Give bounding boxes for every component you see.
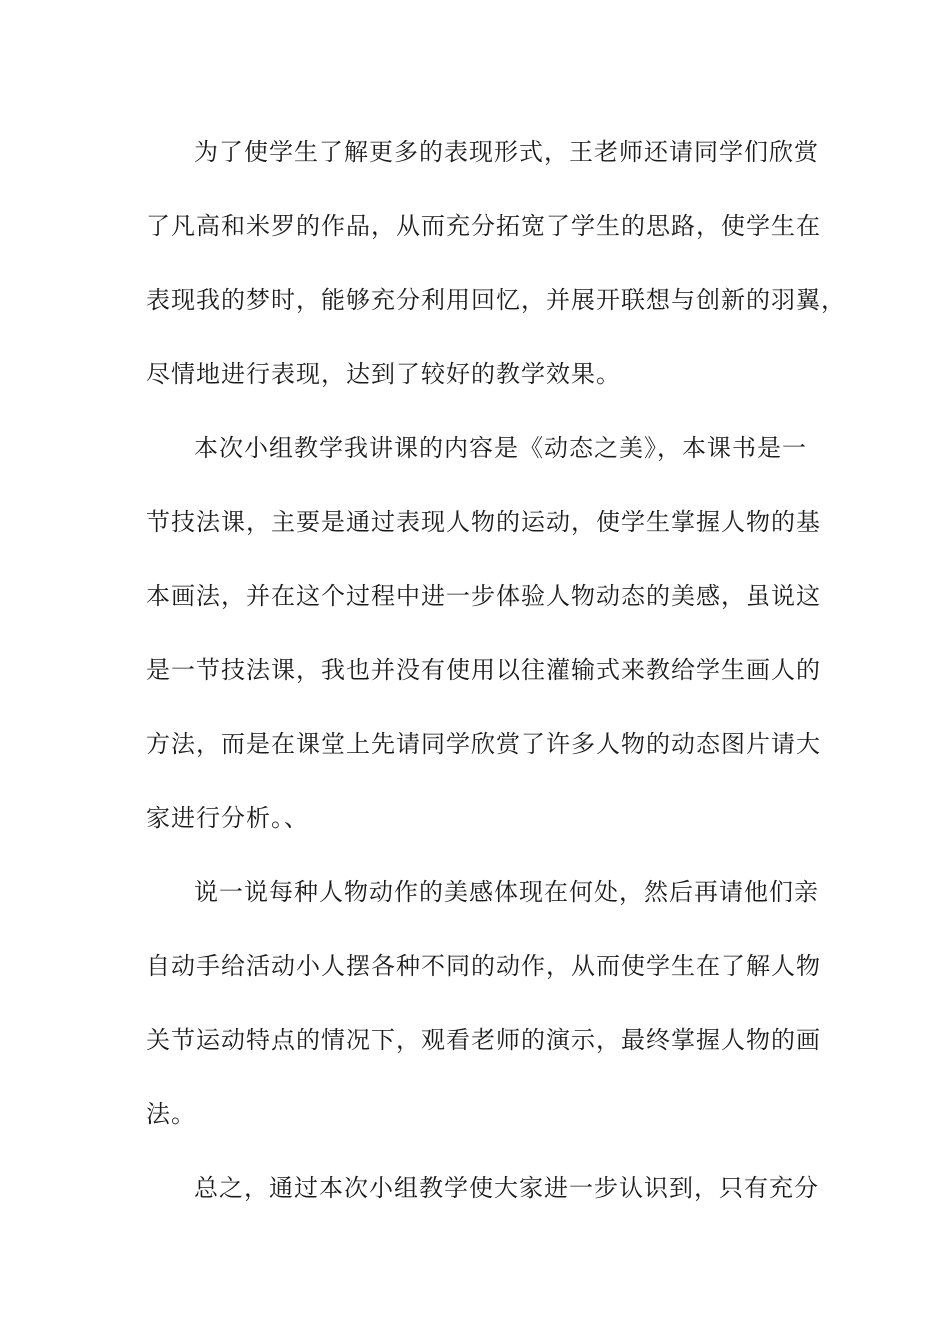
paragraph-4 [146,1164,819,1238]
paragraph-3-line-3: 关节运动特点的情况下，观看老师的演示，最终掌握人物的画 [146,1026,821,1054]
paragraph-2-line-2: 节技法课，主要是通过表现人物的运动，使学生掌握人物的基 [146,508,821,536]
paragraph-3-line-1: 说一说每种人物动作的美感体现在何处，然后再请他们亲 [194,878,819,906]
paragraph-2-line-1: 本次小组教学我讲课的内容是《动态之美》，本课书是一 [194,434,807,462]
paragraph-2 [146,424,821,868]
paragraph-1-line-3: 表现我的梦时，能够充分利用回忆，并展开联想与创新的羽翼， [146,286,846,314]
paragraph-1 [146,128,846,424]
paragraph-1-line-1: 为了使学生了解更多的表现形式，王老师还请同学们欣赏 [194,138,819,166]
document-body [146,128,846,1238]
paragraph-2-line-6: 家进行分析。、 [146,804,309,832]
paragraph-3-line-4: 法。 [146,1100,196,1128]
paragraph-3 [146,868,821,1164]
paragraph-3-line-2: 自动手给活动小人摆各种不同的动作，从而使学生在了解人物 [146,952,821,980]
paragraph-1-line-2: 了凡高和米罗的作品，从而充分拓宽了学生的思路，使学生在 [146,212,821,240]
paragraph-1-line-4: 尽情地进行表现，达到了较好的教学效果。 [146,360,621,388]
paragraph-4-line-1: 总之，通过本次小组教学使大家进一步认识到，只有充分 [194,1174,819,1202]
paragraph-2-line-3: 本画法，并在这个过程中进一步体验人物动态的美感，虽说这 [146,582,821,610]
paragraph-2-line-5: 方法，而是在课堂上先请同学欣赏了许多人物的动态图片请大 [146,730,821,758]
paragraph-2-line-4: 是一节技法课，我也并没有使用以往灌输式来教给学生画人的 [146,656,821,684]
